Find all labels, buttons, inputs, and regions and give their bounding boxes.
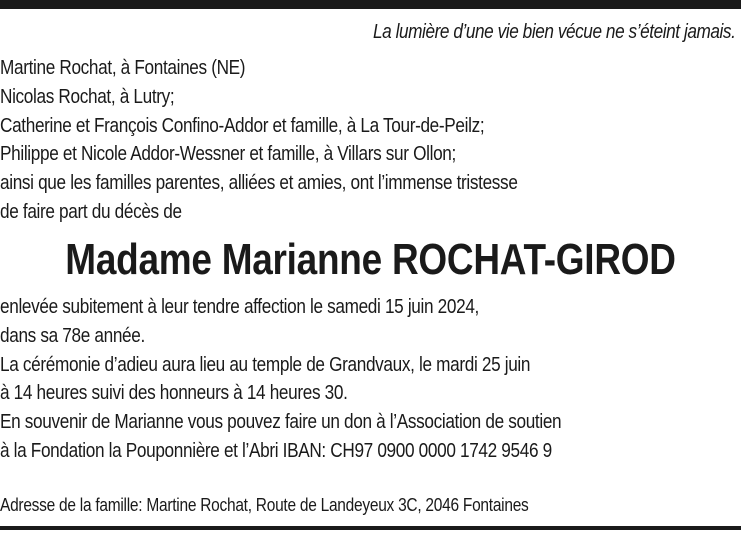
- top-border-rule: [0, 0, 741, 9]
- family-line: Catherine et François Confino-Addor et famille, à La Tour-de-Peilz;: [0, 114, 485, 137]
- family-address: Adresse de la famille: Martine Rochat, Route de Landeyeux 3C, 2046 Fontaines: [0, 495, 529, 515]
- family-line: de faire part du décès de: [0, 200, 182, 223]
- family-line: Nicolas Rochat, à Lutry;: [0, 85, 175, 108]
- announcement-text: [0, 293, 561, 466]
- family-line: Martine Rochat, à Fontaines (NE): [0, 57, 246, 79]
- announcement-line: enlevée subitement à leur tendre affection le samedi 15 juin 2024,: [0, 296, 479, 318]
- announcement-line: La cérémonie d’adieu aura lieu au temple de Grandvaux, le mardi 25 juin: [0, 353, 531, 376]
- family-line: Philippe et Nicole Addor-Wessner et famille, à Villars sur Ollon;: [0, 143, 456, 166]
- announcement-line: En souvenir de Marianne vous pouvez faire un don à l’Association de soutien: [0, 411, 562, 434]
- announcement-line: dans sa 78e année.: [0, 324, 145, 347]
- deceased-name-heading: Madame Marianne ROCHAT-GIROD: [65, 235, 676, 284]
- family-list: [0, 54, 518, 227]
- epigraph-quote: La lumière d’une vie bien vécue ne s’éteint jamais.: [372, 21, 735, 43]
- announcement-line: à la Fondation la Pouponnière et l’Abri IBAN: CH97 0900 0000 1742 9546 9: [0, 439, 552, 462]
- bottom-border-rule: [0, 526, 741, 530]
- family-line: ainsi que les familles parentes, alliées et amies, ont l’immense tristesse: [0, 172, 518, 195]
- announcement-line: à 14 heures suivi des honneurs à 14 heures 30.: [0, 382, 348, 405]
